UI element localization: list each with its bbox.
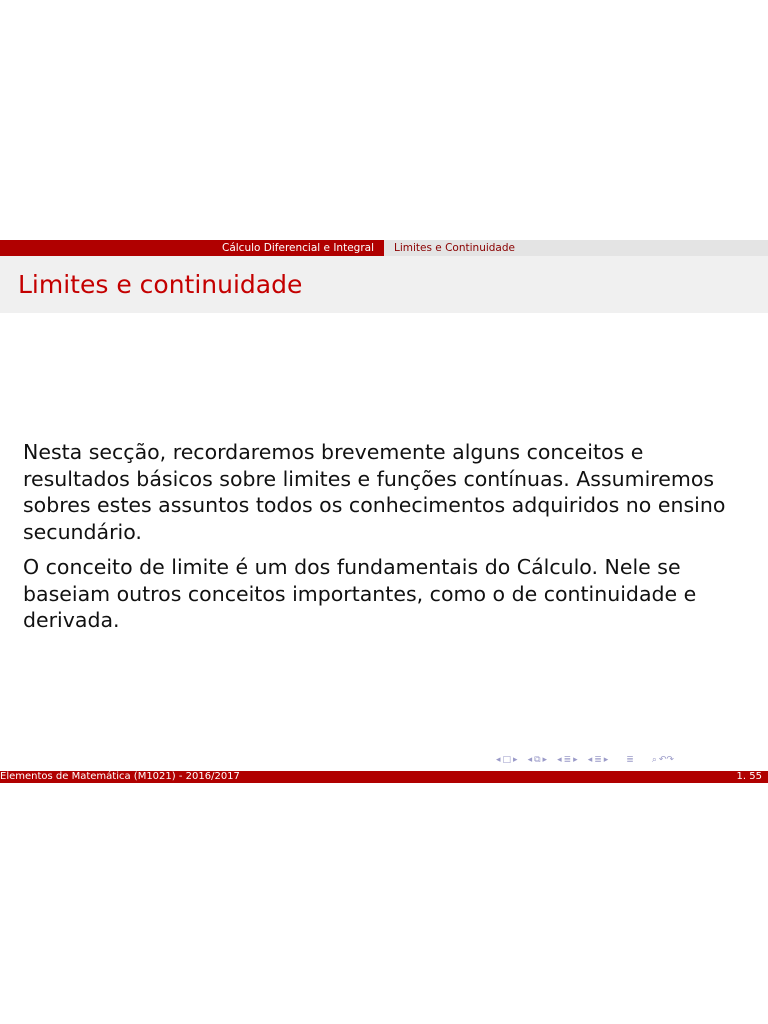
frame-title-band — [0, 256, 768, 313]
frame-icon[interactable]: □ — [502, 755, 512, 765]
document-next-icon[interactable]: ▸ — [603, 755, 609, 765]
back-forward-icon[interactable]: ↶↷ — [658, 755, 674, 765]
slide-body — [23, 439, 743, 643]
search-icon[interactable]: ⌕ — [651, 755, 657, 765]
document-icon[interactable]: ≣ — [594, 755, 602, 765]
section-next-icon[interactable]: ▸ — [573, 755, 578, 765]
paragraph-limit-concept: O conceito de limite é um dos fundamentais do Cálculo. Nele se baseiam outros conceitos importantes, como o de continuidade e derivada. — [23, 555, 697, 632]
appendix-icon[interactable]: ≣ — [626, 755, 634, 765]
document-prev-icon[interactable]: ◂ — [587, 755, 593, 765]
frame-title: Limites e continuidade — [18, 270, 303, 299]
headline-subsection[interactable]: Limites e Continuidade — [384, 240, 768, 256]
subsection-prev-icon[interactable]: ◂ — [527, 755, 533, 765]
section-prev-icon[interactable]: ◂ — [557, 755, 562, 765]
frame-next-icon[interactable]: ▸ — [513, 755, 518, 765]
paragraph-intro: Nesta secção, recordaremos brevemente alguns conceitos e resultados básicos sobre limites e funções contínuas. Assumiremos sobres estes assuntos todos os conhecimentos adquiridos no ensino secundário. — [23, 440, 726, 544]
frame-prev-icon[interactable]: ◂ — [496, 755, 501, 765]
section-icon[interactable]: ≣ — [563, 755, 572, 765]
headline-bar — [0, 240, 768, 256]
footline-page-number: 1. 55 — [736, 771, 762, 782]
subsection-icon[interactable]: ⧉ — [534, 755, 541, 765]
beamer-navigation — [496, 754, 674, 766]
headline-section[interactable]: Cálculo Diferencial e Integral — [0, 240, 384, 256]
subsection-next-icon[interactable]: ▸ — [542, 755, 548, 765]
footline-bar — [0, 771, 768, 783]
footline-course: Elementos de Matemática (M1021) - 2016/2017 — [0, 771, 240, 782]
